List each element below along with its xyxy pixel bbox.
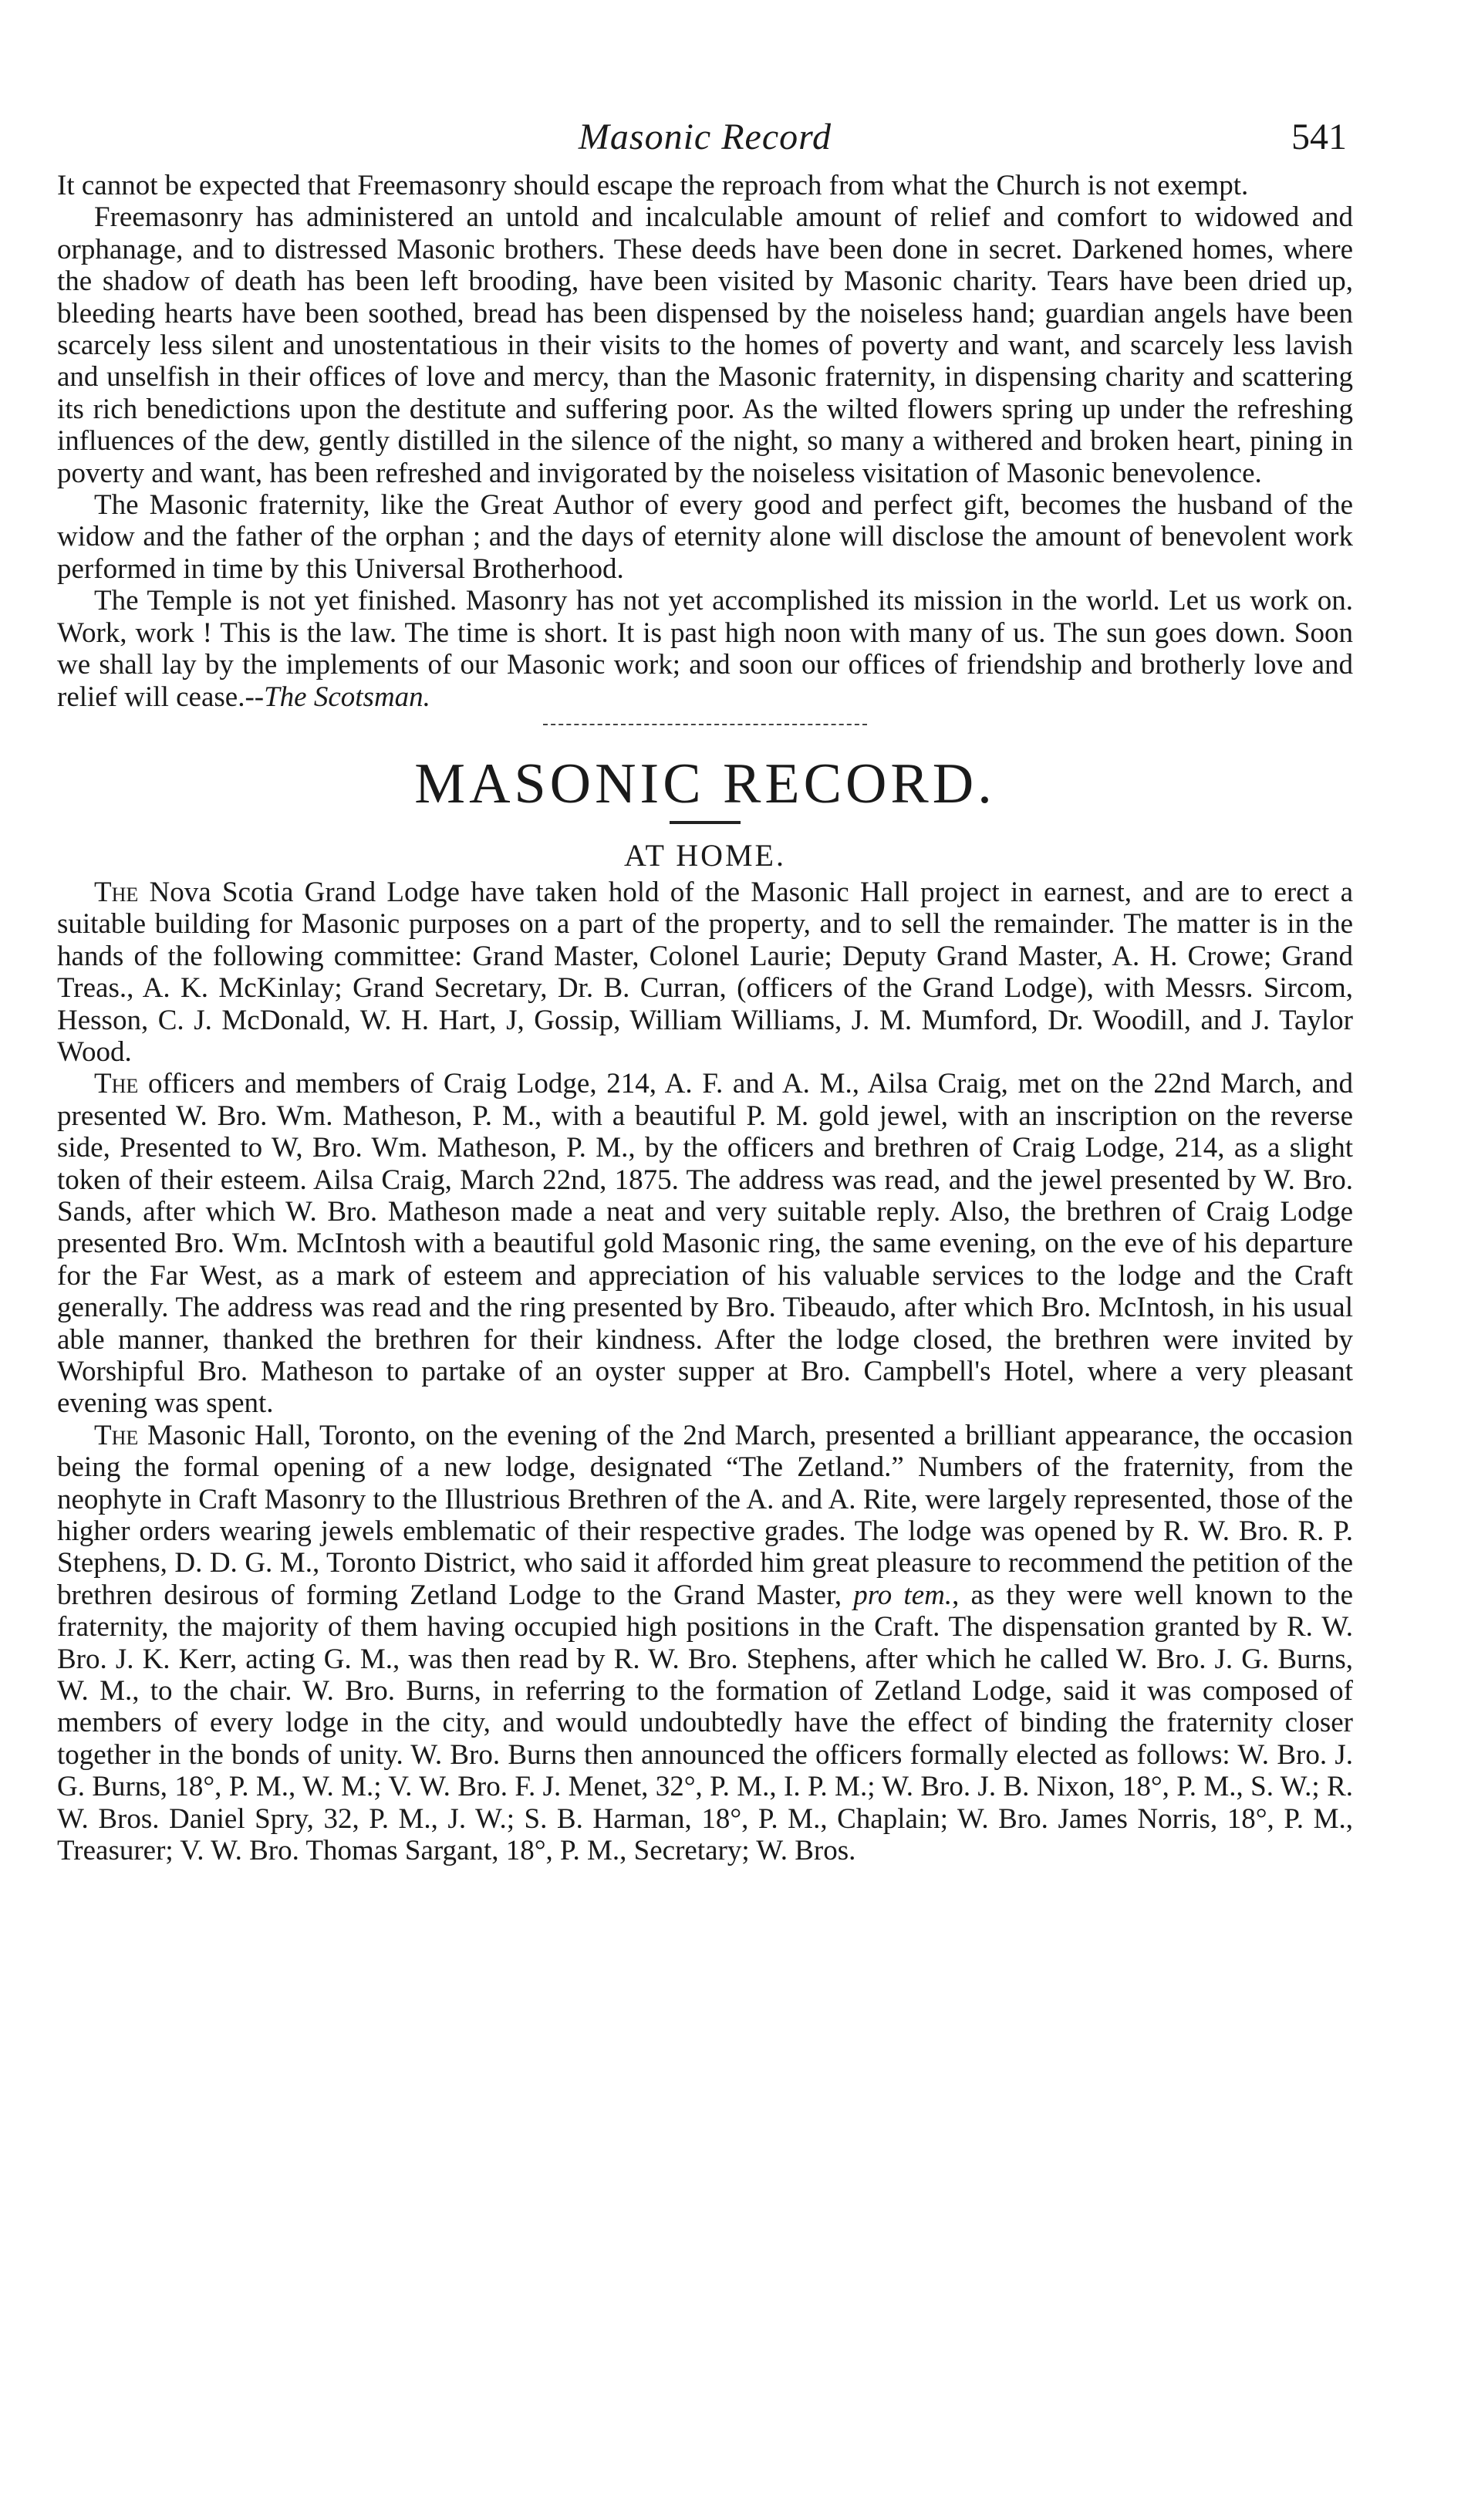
article-paragraph-text: The Temple is not yet finished. Masonry has not yet accomplished its mission in the world. Let us work on. Work, work ! This is the law. The time is short. It is past high noon with many of us. The sun goes down. Soon we shall lay by the implements of our Masonic work; and soon our offices of friendship and brotherly love and relief will cease.-- xyxy=(57,585,1353,713)
news-item-lead: The xyxy=(94,876,139,908)
title-underline xyxy=(670,821,741,824)
news-item xyxy=(57,1420,1353,1867)
article-source: The Scotsman. xyxy=(264,681,430,713)
news-item xyxy=(57,1068,1353,1419)
article-paragraph: The Masonic fraternity, like the Great Author of every good and perfect gift, becomes the husband of the widow and the father of the orphan ; and the days of eternity alone will disclose the amount of benevolent work performed in time by this Universal Brotherhood. xyxy=(57,489,1353,585)
subsection-title: AT HOME. xyxy=(624,837,786,873)
divider-rule xyxy=(543,724,867,725)
page-number: 541 xyxy=(1291,117,1347,157)
news-item-lead: The xyxy=(94,1419,139,1451)
running-head xyxy=(57,116,1353,170)
news-item-emphasis: pro tem. xyxy=(853,1579,953,1611)
news-item-text: Nova Scotia Grand Lodge have taken hold of the Masonic Hall project in earnest, and are to erect a suitable building for Masonic purposes on a part of the property, and to sell the remainder. The matter is in the hands of the following committee: Grand Master, Colonel Laurie; Deputy Grand Master, A. H. Crowe; Grand Treas., A. K. McKinlay; Grand Secretary, Dr. B. Curran, (officers of the Grand Lodge), with Messrs. Sircom, Hesson, C. J. McDonald, W. H. Hart, J, Gossip, William Williams, J. M. Mumford, Dr. Woodill, and J. Taylor Wood. xyxy=(57,876,1353,1068)
news-item xyxy=(57,877,1353,1068)
running-title: Masonic Record xyxy=(578,117,832,157)
article-paragraph: Freemasonry has administered an untold and incalculable amount of relief and comfort to widowed and orphanage, and to distressed Masonic brothers. These deeds have been done in secret. Darkened homes, where the shadow of death has been left brooding, have been visited by Masonic charity. Tears have been dried up, bleeding hearts have been soothed, bread has been dispensed by the noiseless hand; guardian angels have been scarcely less silent and unostentatious in their visits to the homes of poverty and want, and scarcely less lavish and unselfish in their offices of love and mercy, than the Masonic fraternity, in dispensing charity and scattering its rich benedictions upon the destitute and suffering poor. As the wilted flowers spring up under the refreshing influences of the dew, gently distilled in the silence of the night, so many a withered and broken heart, pining in poverty and want, has been refreshed and invigorated by the noiseless visitation of Masonic benevolence. xyxy=(57,201,1353,489)
news-item-text: Masonic Hall, Toronto, on the evening of the 2nd March, presented a brilliant appearance, the occasion being the formal opening of a new lodge, designated “The Zetland.” Numbers of the fraternity, from the neophyte in Craft Masonry to the Illustrious Brethren of the A. and A. Rite, were largely represented, those of the higher orders wearing jewels emblematic of their respective grades. The lodge was opened by R. W. Bro. R. P. Stephens, D. D. G. M., Toronto District, who said it afforded him great pleasure to recommend the petition of the brethren desirous of forming Zetland Lodge to the Grand Master, xyxy=(57,1419,1353,1611)
article-paragraph: It cannot be expected that Freemasonry should escape the reproach from what the Church is not exempt. xyxy=(57,170,1249,201)
news-item-text: officers and members of Craig Lodge, 214, A. F. and A. M., Ailsa Craig, met on the 22nd March, and presented W. Bro. Wm. Matheson, P. M., with a beautiful P. M. gold jewel, with an inscription on the reverse side, Presented to W, Bro. Wm. Matheson, P. M., by the officers and brethren of Craig Lodge, 214, as a slight token of their esteem. Ailsa Craig, March 22nd, 1875. The address was read, and the jewel presented by W. Bro. Sands, after which W. Bro. Matheson made a neat and very suitable reply. Also, the brethren of Craig Lodge presented Bro. Wm. McIntosh with a beautiful gold Masonic ring, the same evening, on the eve of his departure for the Far West, as a mark of esteem and appreciation of his valuable services to the lodge and the Craft generally. The address was read and the ring presented by Bro. Tibeaudo, after which Bro. McIntosh, in his usual able manner, thanked the brethren for their kindness. After the lodge closed, the brethren were invited by Worshipful Bro. Matheson to partake of an oyster supper at Bro. Campbell's Hotel, where a very pleasant evening was spent. xyxy=(57,1068,1353,1420)
news-item-lead: The xyxy=(94,1068,139,1100)
article-paragraph xyxy=(57,585,1353,713)
section-title: MASONIC RECORD. xyxy=(414,752,996,816)
news-item-text: , as they were well known to the fraternity, the majority of them having occupied high positions in the Craft. The dispensation granted by R. W. Bro. J. K. Kerr, acting G. M., was then read by R. W. Bro. Stephens, after which he called W. Bro. J. G. Burns, W. M., to the chair. W. Bro. Burns, in referring to the formation of Zetland Lodge, said it was composed of members of every lodge in the city, and would undoubtedly have the effect of binding the fraternity closer together in the bonds of unity. W. Bro. Burns then announced the officers formally elected as follows: W. Bro. J. G. Burns, 18°, P. M., W. M.; V. W. Bro. F. J. Menet, 32°, P. M., I. P. M.; W. Bro. J. B. Nixon, 18°, P. M., S. W.; R. W. Bros. Daniel Spry, 32, P. M., J. W.; S. B. Harman, 18°, P. M., Chaplain; W. Bro. James Norris, 18°, P. M., Treasurer; V. W. Bro. Thomas Sargant, 18°, P. M., Secretary; W. Bros. xyxy=(57,1579,1353,1867)
page xyxy=(57,116,1353,1867)
